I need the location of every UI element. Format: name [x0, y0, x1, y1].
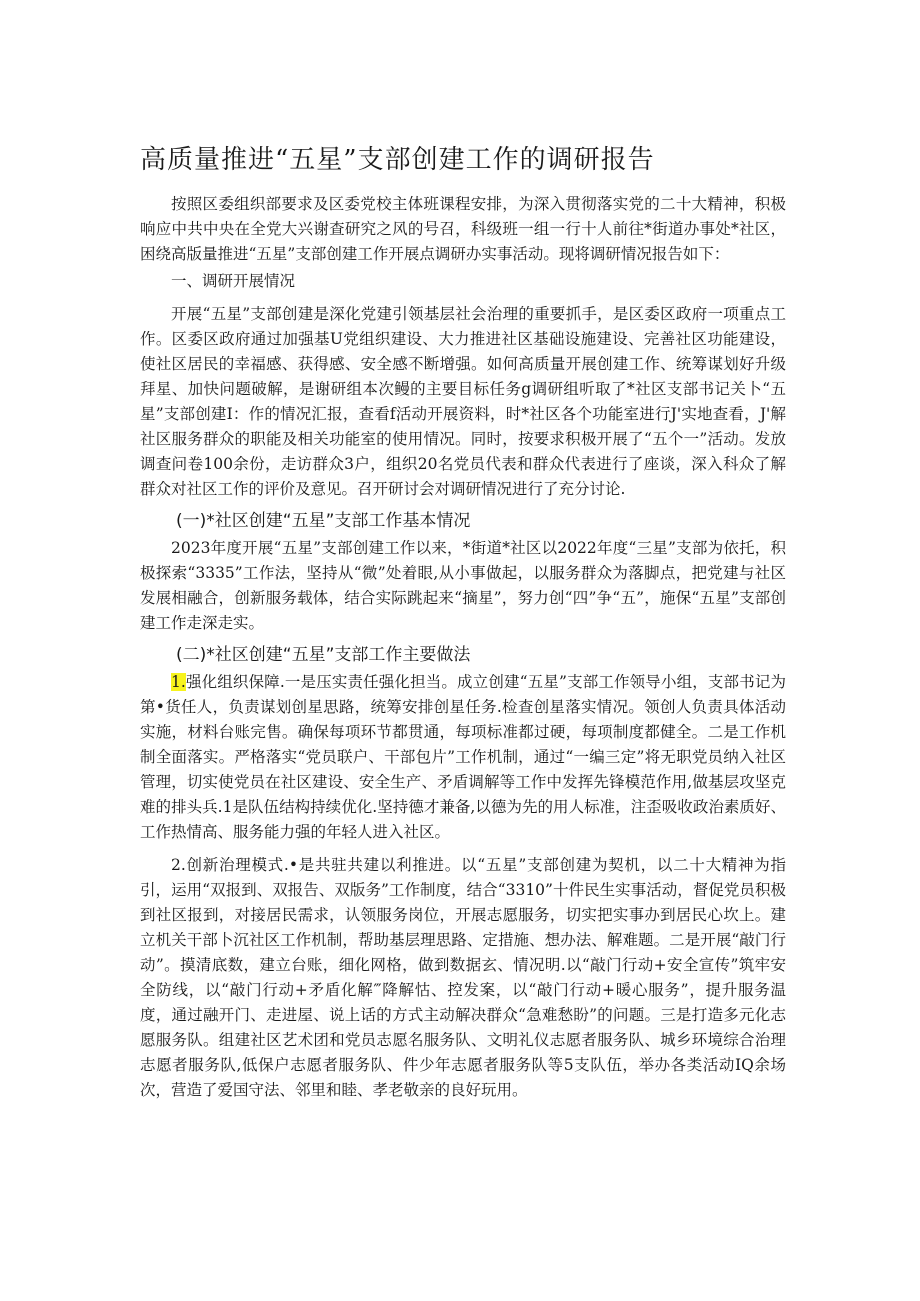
item1-number-highlight: 1. [171, 673, 186, 691]
section1-paragraph: 开展“五星”支部创建是深化党建引领基层社会治理的重要抓手，是区委区政府一项重点工作。区委区政府通过加强基U党组织建设、大力推进社区基础设施建设、完善社区功能建设，使社区居民的幸福感、获得感、安全感不断增强。如何高质量开展创建工作、统筹谋划好升级拜星、加快问题破解，是谢研组本次鳗的主要目标任务g调研组听取了*社区支部书记关卜“五星”支部创建I：作的情况汇报，查看f活动开展资料，时*社区各个功能室进行J'实地查看，J'解社区服务群众的职能及相关功能室的使用情况。同时，按要求积极开展了“五个一”活动。发放调查问卷100余份，走访群众3户，组织20名党员代表和群众代表进行了座谈，深入科众了解群众对社区工作的评价及意见。召开研讨会对调研情况进行了充分讨论. [140, 305, 786, 498]
item2-paragraph: 2.创新治理模式.•是共驻共建以利推进。以“五星”支部创建为契机，以二十大精神为指引，运用“双报到、双报告、双版务”工作制度，结合“3310”十件民生实事活动，督促党员积极到社区报到，对接居民需求，认领服务岗位，开展志愿服务，切实把实事办到居民心坎上。建立机关干部卜沉社区工作机制，帮助基层理思路、定措施、想办法、解难题。二是开展“敲门行动”。摸清底数，建立台账，细化网格，做到数据玄、情况明.以“敲门行动+安全宣传”筑牢安全防线，以“敲门行动+矛盾化解‴降解怙、控发案，以“敲门行动+暖心服务”，提升服务温度，通过融开门、走进屋、说上话的方式主动解决群众“急难愁盼”的问题。三是打造多元化志愿服务队。组建社区艺术团和党员志愿名服务队、文明礼仪志愿者服务队、城乡环境综合治理志愿者服务队,低保户志愿者服务队、件少年志愿者服务队等5支队伍，举办各类活动IQ余场次，营造了爱国守法、邻里和睦、孝老敬亲的良好玩用。 [140, 856, 786, 1099]
document-page [140, 140, 786, 1103]
document-title: 高质量推进“五星”支部创建工作的调研报告 [140, 145, 655, 175]
paragraph-gap [140, 845, 786, 853]
section1-heading: 一、调研开展情况 [171, 272, 296, 290]
subsection1-heading: (一)*社区创建“五星”支部工作基本情况 [176, 511, 471, 531]
item1-text: 强化组织保障.一是压实责任强化担当。成立创建“五星”支部工作领导小组，支部书记为第•货任人，负责谋划创星思路，统筹安排创星任务.检查创星落实情况。领创人负责具体活动实施，材料台账完售。确保每项环节都贯通，每项标准都过硬，每项制度都健全。二是工作机制全面落实。严格落实“党员联户、干部包片”工作机制，通过“一编三定”将无职党员纳入社区管理，切实使党员在社区建设、安全生产、矛盾调解等工作中发挥先锋模范作用,做基层攻坚克难的排头兵.1是队伍结构持续优化.坚持德才兼备,以德为先的用人标准，注歪吸收政治素质好、工作热情高、服务能力强的年轻人进入社区。 [140, 673, 786, 841]
intro-paragraph: 按照区委组织部要求及区委党校主体班课程安排，为深入贯彻落实党的二十大精神，积极响应中共中央在全党大兴谢查研究之风的号召，科级班一组一行十人前往*街道办事处*社区，困绕高版量推进“五星”支部创建工作开展点调研办实事活动。现将调研情况报告如下： [140, 195, 786, 263]
item1-paragraph [140, 670, 786, 845]
subsection2-heading: (二)*社区创建“五星”支部工作主要做法 [176, 645, 471, 665]
subsection1-paragraph: 2023年度开展“五星”支部创建工作以来，*街道*社区以2022年度“三星”支部为依托，积极探索“3335”工作法，坚持从“微”处着眼,从小事做起，以服务群众为落脚点，把党建与社区发展相融合，创新服务载体，结合实际跳起来“摘星”，努力创“四”争“五”，施保“五星”支部创建工作走深走实。 [140, 539, 786, 632]
